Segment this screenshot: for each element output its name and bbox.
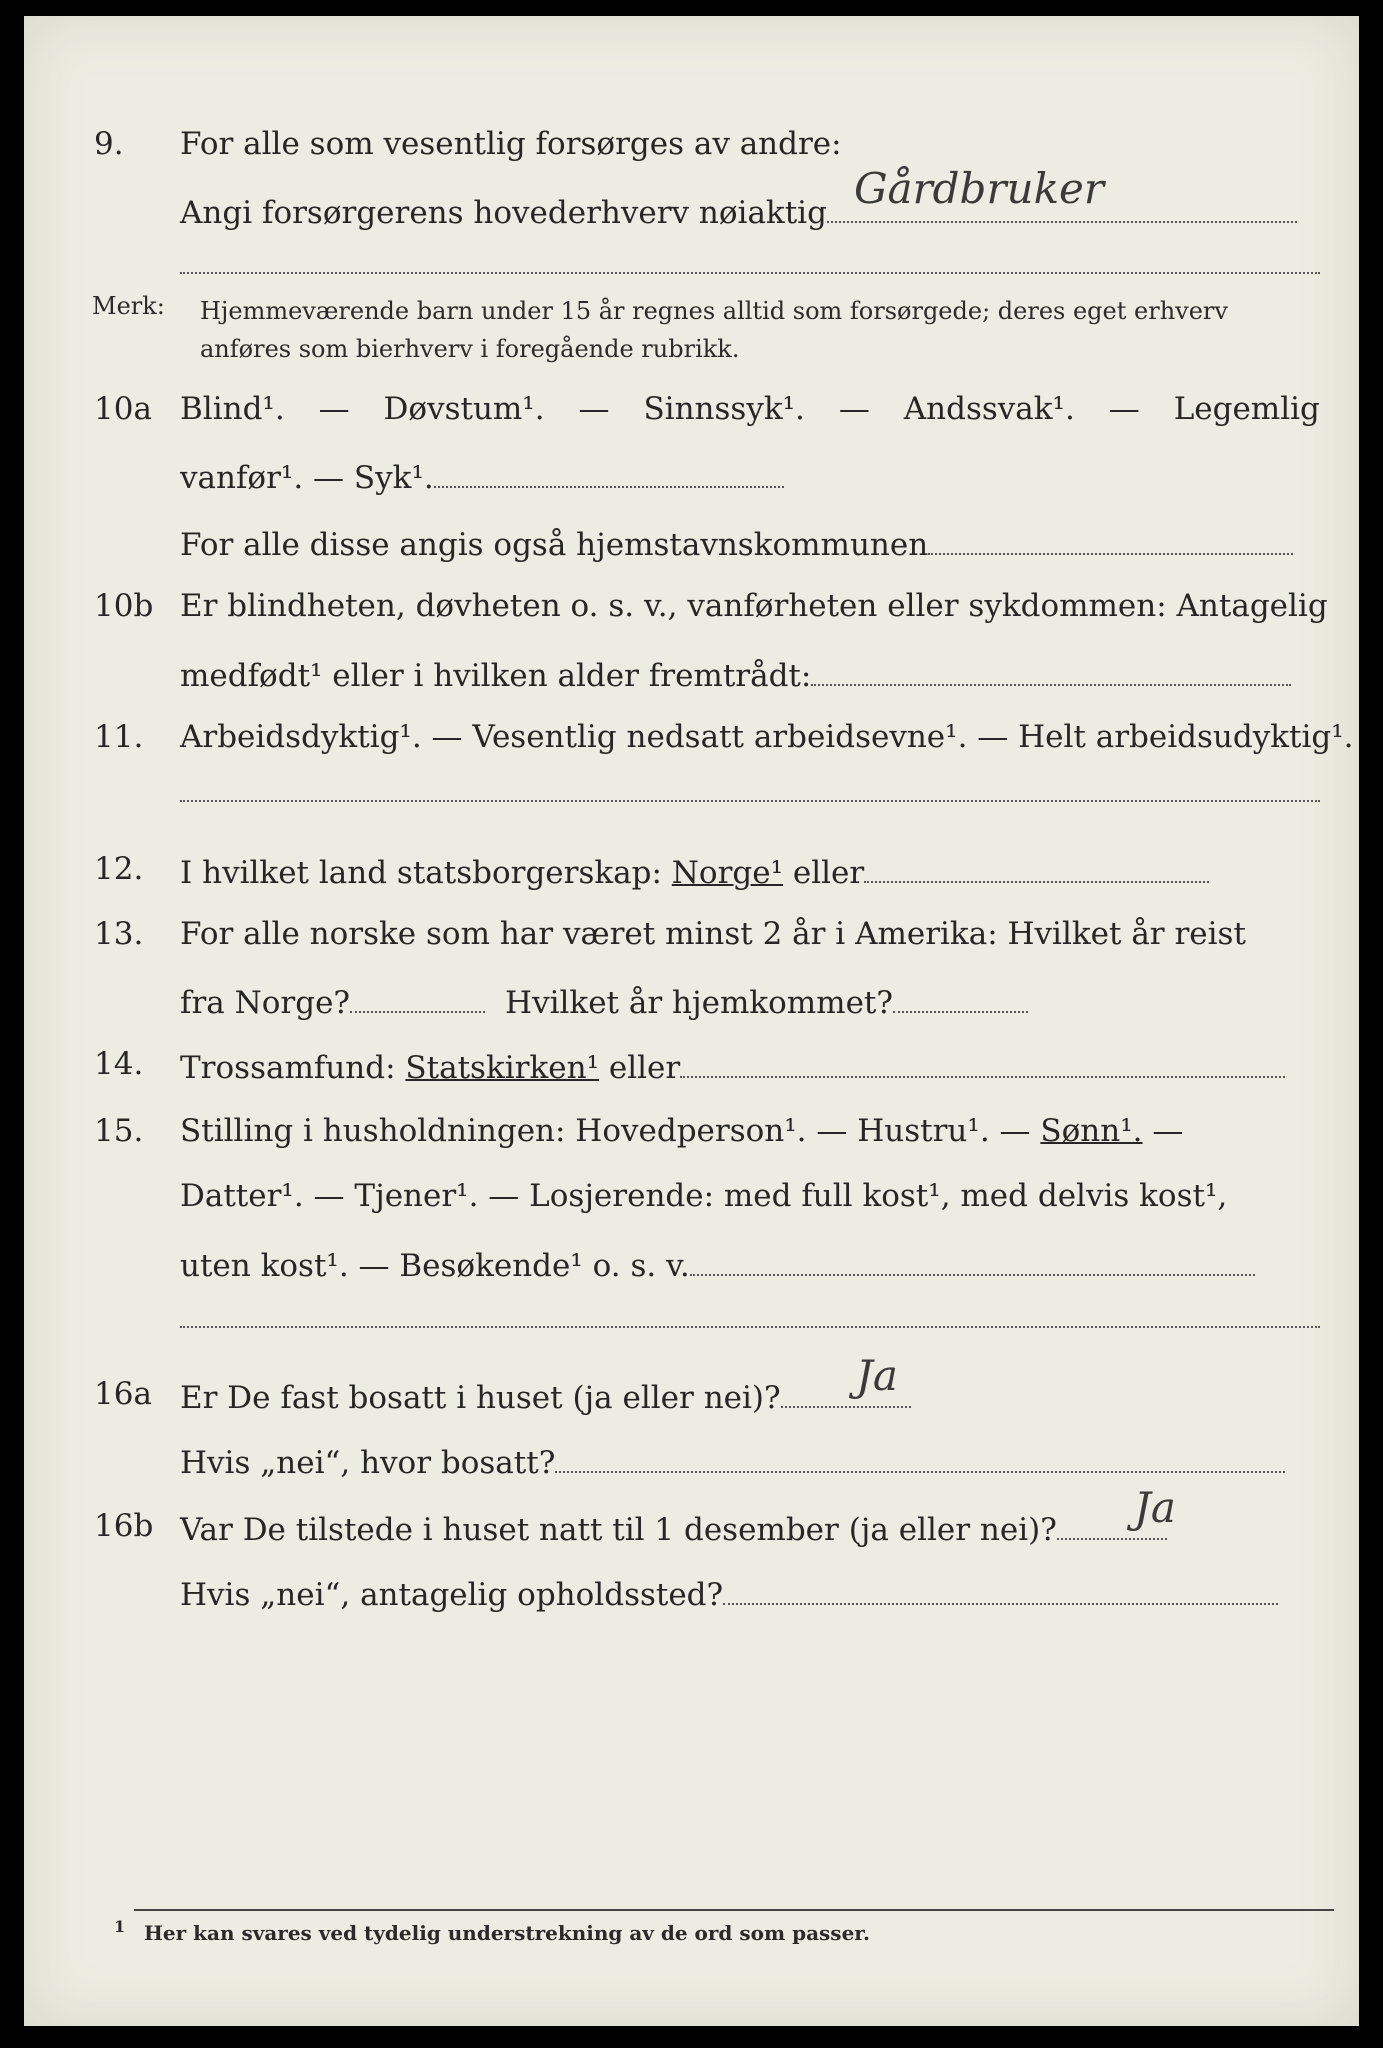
question-15-line-3 (24, 1234, 1359, 1294)
question-text (180, 391, 1320, 427)
answer-field[interactable] (893, 981, 1028, 1013)
question-text: Er blindheten, døvheten o. s. v., vanførheten eller sykdommen: Antagelig (180, 588, 1328, 624)
question-text: For alle norske som har været minst 2 år i Amerika: Hvilket år reist (180, 916, 1246, 952)
question-text: eller (783, 855, 865, 891)
question-text: I hvilket land statsborgerskap: (180, 855, 662, 891)
question-text: Hvilket år hjemkommet? (505, 985, 894, 1021)
answer-field[interactable] (811, 654, 1291, 686)
question-text: medfødt¹ eller i hvilken alder fremtrådt: (180, 658, 812, 694)
question-9-line-2 (24, 181, 1359, 241)
divider-line (180, 1326, 1320, 1328)
question-13-line-2 (24, 971, 1359, 1031)
question-text: vanfør¹. — Syk¹. (180, 460, 434, 496)
footnote-mark: 1 (114, 1917, 126, 1936)
handwritten-answer-occupation: Gårdbruker (854, 164, 1104, 213)
question-9 (24, 116, 1359, 176)
question-number: 12. (94, 851, 144, 887)
question-14 (24, 1036, 1359, 1096)
question-text: Stilling i husholdningen: Hovedperson¹. — Hustru¹. — (180, 1113, 1031, 1149)
question-15 (24, 1103, 1359, 1163)
question-15-line-2 (24, 1168, 1359, 1228)
question-text: Datter¹. — Tjener¹. — Losjerende: med full kost¹, med delvis kost¹, (180, 1178, 1228, 1214)
census-form-page (24, 16, 1359, 2026)
underlined-answer: Statskirken¹ (405, 1050, 599, 1086)
question-text-part: — (838, 391, 870, 427)
underlined-answer: Norge¹ (671, 855, 784, 891)
question-number: 16b (94, 1508, 154, 1544)
handwritten-answer-resident: Ja (856, 1351, 898, 1400)
question-text-part: — (318, 391, 350, 427)
answer-field[interactable] (555, 1441, 1285, 1473)
divider-line (180, 272, 1320, 274)
question-text: Er De fast bosatt i huset (ja eller nei)? (180, 1380, 781, 1416)
question-text: — (1142, 1113, 1184, 1149)
question-16a-line-2 (24, 1431, 1359, 1491)
question-text: uten kost¹. — Besøkende¹ o. s. v. (180, 1248, 690, 1284)
footnote (114, 1917, 870, 1945)
question-text: eller (599, 1050, 681, 1086)
answer-field[interactable] (350, 981, 485, 1013)
question-number: 13. (94, 916, 144, 952)
underlined-answer: Sønn¹. (1040, 1113, 1143, 1149)
question-text: Arbeidsdyktig¹. — Vesentlig nedsatt arbeidsevne¹. — Helt arbeidsudyktig¹. (180, 719, 1354, 755)
question-number: 16a (94, 1376, 152, 1412)
question-text: Hvis „nei“, antagelig opholdssted? (180, 1577, 724, 1613)
question-text-part: Legemlig (1173, 391, 1320, 427)
handwritten-answer-present: Ja (1134, 1483, 1176, 1532)
footnote-text: Her kan svares ved tydelig understrekning av de ord som passer. (144, 1921, 870, 1945)
answer-field[interactable] (434, 456, 784, 488)
question-text: Angi forsørgerens hovederhverv nøiaktig (180, 195, 827, 231)
question-10b (24, 578, 1359, 638)
divider-line (180, 800, 1320, 802)
question-11 (24, 709, 1359, 769)
question-text: For alle som vesentlig forsørges av andre: (180, 126, 842, 162)
question-10a-line-3 (24, 513, 1359, 573)
question-number: 10a (94, 391, 152, 427)
note-block (92, 292, 1342, 372)
question-text-part: Døvstum¹. (383, 391, 545, 427)
question-number: 14. (94, 1046, 144, 1082)
question-number: 9. (94, 126, 124, 162)
question-text-part: Andssvak¹. (903, 391, 1075, 427)
answer-field[interactable] (864, 851, 1209, 883)
question-10a (24, 381, 1359, 441)
answer-field[interactable] (928, 523, 1293, 555)
question-text: Trossamfund: (180, 1050, 396, 1086)
question-text-part: — (1108, 391, 1140, 427)
question-number: 15. (94, 1113, 144, 1149)
footnote-rule (134, 1909, 1334, 1911)
note-text: Hjemmeværende barn under 15 år regnes alltid som forsørgede; deres eget erhverv anføres som bierhverv i foregående rubrikk. (200, 297, 1228, 363)
question-number: 11. (94, 719, 144, 755)
question-16a (24, 1366, 1359, 1426)
question-12 (24, 841, 1359, 901)
question-number: 10b (94, 588, 154, 624)
question-text: For alle disse angis også hjemstavnskommunen (180, 527, 929, 563)
question-16b-line-2 (24, 1563, 1359, 1623)
answer-field[interactable] (680, 1046, 1285, 1078)
note-label: Merk: (92, 292, 165, 320)
question-10a-line-2 (24, 446, 1359, 506)
question-text-part: Blind¹. (180, 391, 285, 427)
question-text: Hvis „nei“, hvor bosatt? (180, 1445, 556, 1481)
question-text: Var De tilstede i huset natt til 1 desember (ja eller nei)? (180, 1512, 1057, 1548)
question-10b-line-2 (24, 644, 1359, 704)
answer-field[interactable] (723, 1573, 1278, 1605)
question-13 (24, 906, 1359, 966)
question-text-part: Sinnssyk¹. (643, 391, 805, 427)
question-text: fra Norge? (180, 985, 351, 1021)
question-text-part: — (578, 391, 610, 427)
answer-field[interactable] (690, 1244, 1255, 1276)
